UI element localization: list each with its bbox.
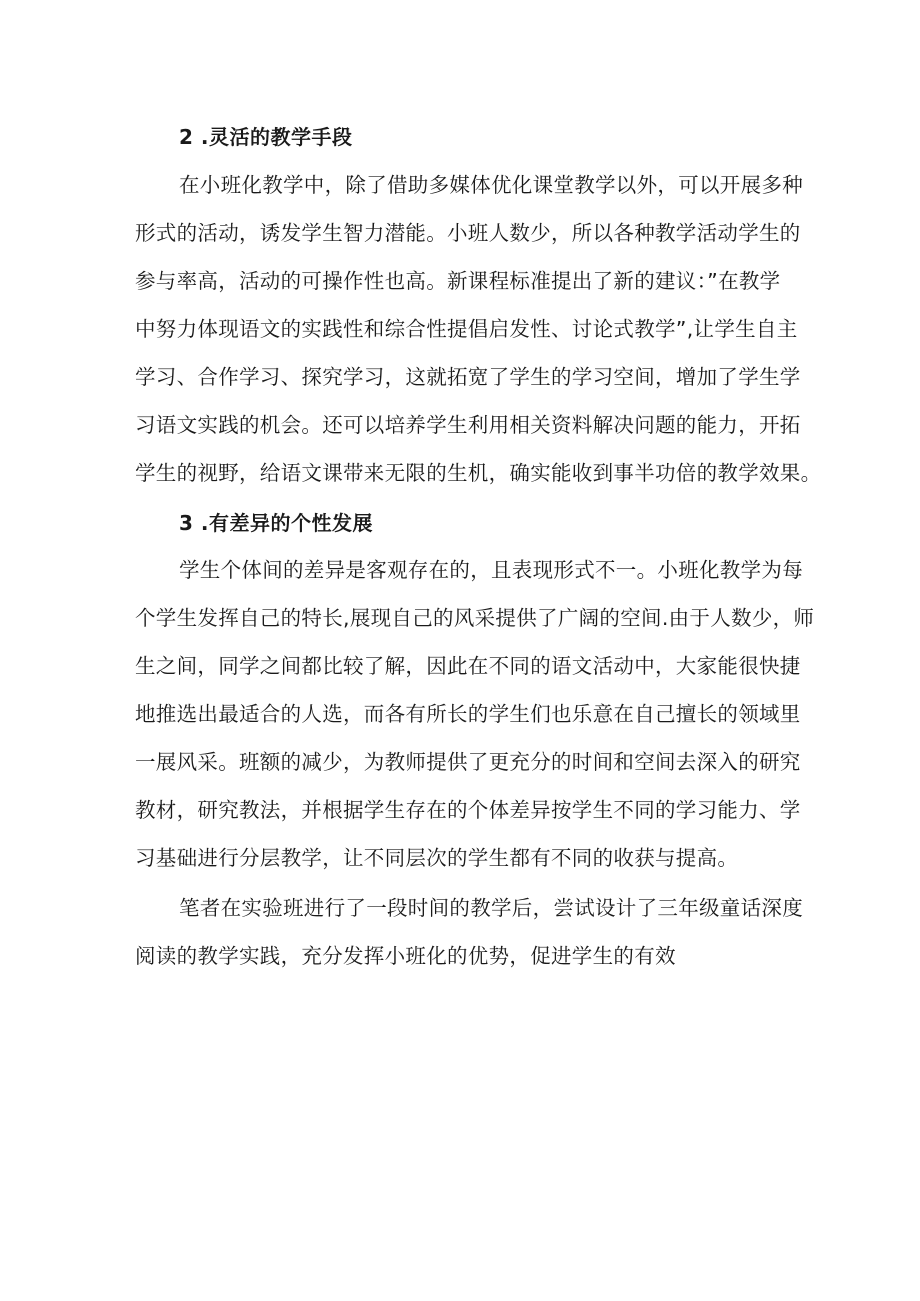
- paragraph-line: 笔者在实验班进行了一段时间的教学后，尝试设计了三年级童话深度: [179, 896, 803, 920]
- paragraph-line: 地推选出最适合的人选，而各有所长的学生们也乐意在自己擅长的领域里: [135, 702, 801, 726]
- paragraph-line: 学生个体间的差异是客观存在的，且表现形式不一。小班化教学为每: [179, 558, 803, 582]
- section-2-paragraph: [135, 161, 822, 497]
- paragraph-line: 一展风采。班额的减少，为教师提供了更充分的时间和空间去深入的研究: [135, 750, 801, 774]
- document-body: [135, 117, 822, 980]
- paragraph-line: 生之间，同学之间都比较了解，因此在不同的语文活动中，大家能很快捷: [135, 654, 801, 678]
- paragraph-line: 学生的视野，给语文课带来无限的生机，确实能收到事半功倍的教学效果。: [135, 461, 822, 485]
- section-3-paragraph: [135, 546, 815, 882]
- paragraph-line: 习语文实践的机会。还可以培养学生利用相关资料解决问题的能力，开拓: [135, 413, 801, 437]
- paragraph-line: 形式的活动，诱发学生智力潜能。小班人数少，所以各种教学活动学生的: [135, 221, 801, 245]
- paragraph-line: 参与率高，活动的可操作性也高。新课程标准提出了新的建议：”在教学: [135, 269, 781, 293]
- paragraph-line: 个学生发挥自己的特长,展现自己的风采提供了广阔的空间.由于人数少，师: [135, 606, 815, 630]
- paragraph-line: 在小班化教学中，除了借助多媒体优化课堂教学以外，可以开展多种: [179, 173, 803, 197]
- paragraph-line: 中努力体现语文的实践性和综合性提倡启发性、讨论式教学”,让学生自主: [135, 317, 798, 341]
- paragraph-line: 阅读的教学实践，充分发挥小班化的优势，促进学生的有效: [135, 944, 676, 968]
- paragraph-line: 学习、合作学习、探究学习，这就拓宽了学生的学习空间，增加了学生学: [135, 365, 801, 389]
- closing-paragraph: [135, 884, 803, 980]
- paragraph-line: 教材，研究教法，并根据学生存在的个体差异按学生不同的学习能力、学: [135, 798, 801, 822]
- section-2-heading: 2 .灵活的教学手段: [179, 125, 353, 149]
- paragraph-line: 习基础进行分层教学，让不同层次的学生都有不同的收获与提高。: [135, 846, 739, 870]
- section-3-heading: 3 .有差异的个性发展: [179, 511, 373, 535]
